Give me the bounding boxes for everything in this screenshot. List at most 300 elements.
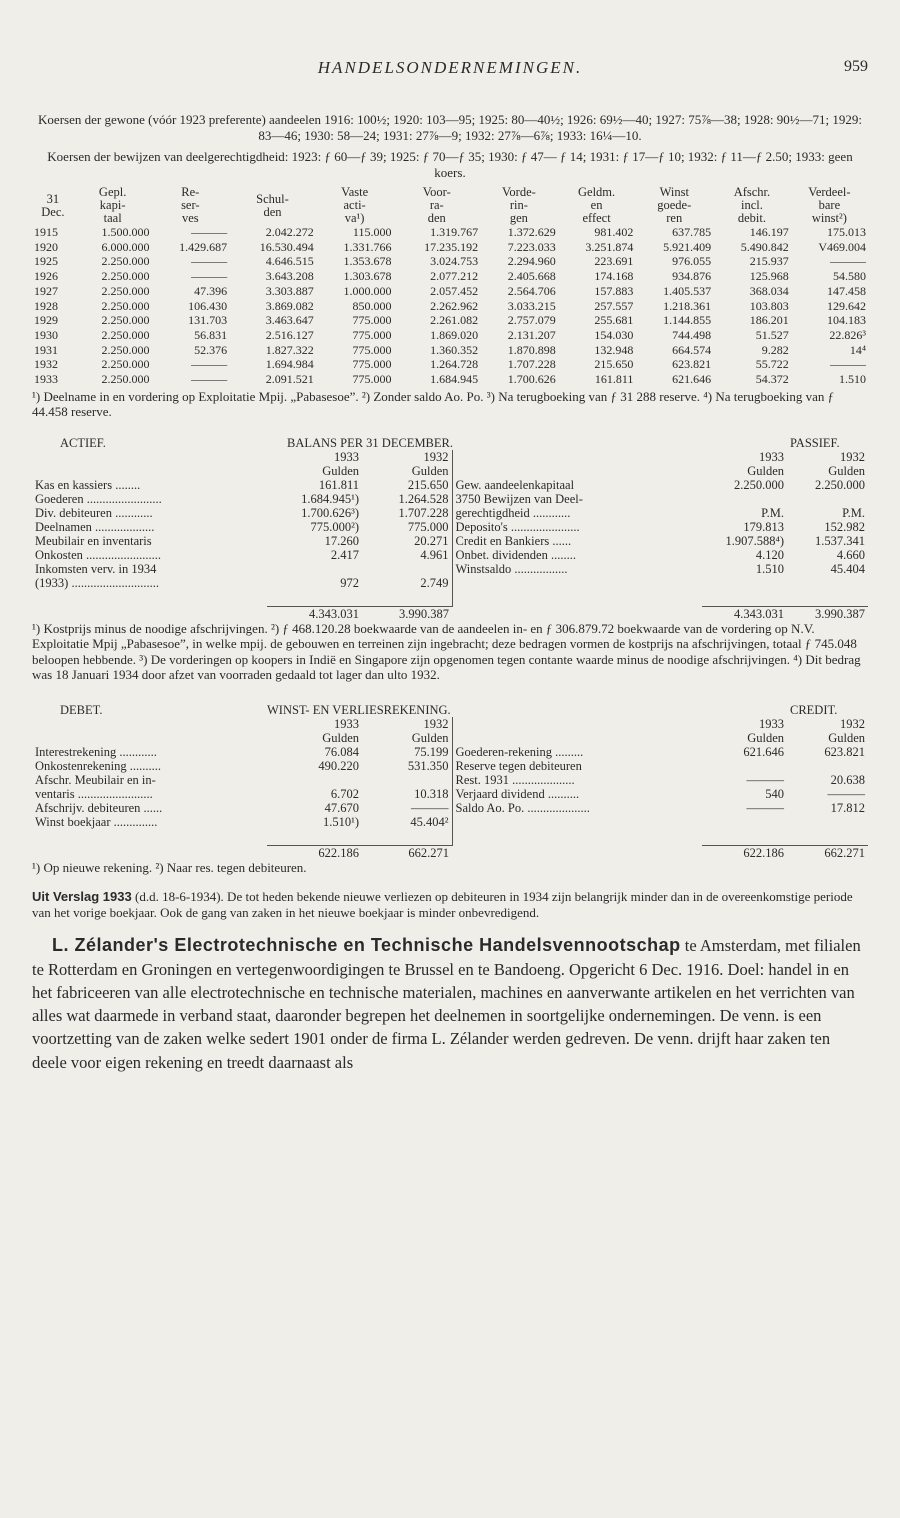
account-row [32, 815, 868, 829]
table-header-line: Re- [181, 185, 200, 199]
table-cell: 664.574 [672, 342, 712, 357]
table-cell: 1930 [34, 327, 58, 342]
table-cell: 174.168 [594, 269, 634, 284]
table-header-line: bare [818, 198, 841, 212]
table-header-line: winst²) [811, 211, 847, 225]
table-cell: 125.968 [749, 269, 789, 284]
balans-year-b: 1932 [423, 449, 449, 464]
credit-cell: ——— [746, 772, 784, 787]
debet-cell: Onkostenrekening .......... [35, 758, 162, 773]
table-header-line: den [427, 211, 446, 225]
table-header-line: kapi- [99, 198, 126, 212]
table-cell: 1928 [34, 298, 58, 313]
table-row [32, 357, 868, 372]
table-header-cell [229, 186, 316, 225]
table-cell: 2.250.000 [101, 327, 150, 342]
table-cell: 5.490.842 [740, 239, 789, 254]
debet-cell: 1.510¹) [322, 814, 359, 829]
table-header-cell [32, 186, 74, 225]
actief-cell: (1933) ............................ [35, 575, 159, 590]
table-cell: 157.883 [594, 283, 634, 298]
table-cell: 775.000 [352, 342, 392, 357]
balans-unit: Gulden [322, 463, 359, 478]
credit-cell: Rest. 1931 .................... [452, 773, 702, 787]
winst-year-a-right: 1933 [759, 716, 784, 731]
table-cell: 215.650 [594, 357, 634, 372]
table-cell: 2.516.127 [265, 327, 314, 342]
table-cell: 223.691 [594, 254, 634, 269]
table-cell: 1.360.352 [430, 342, 479, 357]
table-cell: 637.785 [672, 225, 712, 239]
table-cell: 2.091.521 [265, 372, 314, 387]
table-cell: 2.250.000 [101, 298, 150, 313]
winst-total-a-right: 622.186 [702, 845, 787, 860]
table-row [32, 313, 868, 328]
winst-total-b-right: 662.271 [787, 845, 868, 860]
table-cell: 257.557 [594, 298, 634, 313]
account-row [32, 548, 868, 562]
table-cell: 1.429.687 [179, 239, 228, 254]
table-header-line: Dec. [41, 204, 65, 219]
table-header-line: va¹) [344, 211, 365, 225]
actief-cell: 1.707.228 [398, 505, 449, 520]
passief-cell: Credit en Bankiers ...... [452, 534, 702, 548]
table-cell: 22.826³ [829, 327, 866, 342]
winst-unit: Gulden [828, 730, 865, 745]
page-header [32, 58, 868, 108]
credit-cell [702, 815, 787, 829]
table-cell: 1926 [34, 269, 58, 284]
credit-cell [702, 759, 787, 773]
table-header-line: Afschr. [733, 185, 771, 199]
debet-cell: Winst boekjaar .............. [35, 814, 158, 829]
actief-cell: Meubilair en inventaris [35, 533, 152, 548]
debet-cell: 490.220 [318, 758, 359, 773]
passief-cell: 2.250.000 [734, 477, 784, 492]
table-cell: 17.235.192 [424, 239, 479, 254]
table-cell: 1.510 [839, 372, 866, 387]
table-cell: ——— [191, 269, 228, 284]
table-cell: 154.030 [594, 327, 634, 342]
table-header-line: Winst [659, 185, 689, 199]
winst-left-title: DEBET. [60, 702, 103, 717]
table-cell: 981.402 [594, 225, 634, 239]
table-cell: 56.831 [194, 327, 228, 342]
passief-cell: 152.982 [824, 519, 865, 534]
table-cell: 1.303.678 [343, 269, 392, 284]
table-cell: 1.319.767 [430, 225, 479, 239]
table-cell: 1.218.361 [663, 298, 712, 313]
table-cell: 2.262.962 [430, 298, 479, 313]
table-cell: 2.042.272 [265, 225, 314, 239]
balans-left-title: ACTIEF. [60, 435, 106, 450]
table-header-line: en [590, 198, 603, 212]
account-row [32, 534, 868, 548]
table-cell: 161.811 [594, 372, 634, 387]
credit-cell: Verjaard dividend .......... [452, 787, 702, 801]
actief-cell: Kas en kassiers ........ [35, 477, 141, 492]
balans-year-a: 1933 [334, 449, 359, 464]
table-header-line: debit. [737, 211, 766, 225]
account-row [32, 759, 868, 773]
passief-cell: 1.907.588⁴) [725, 533, 784, 548]
table-cell: 3.643.208 [265, 269, 314, 284]
credit-cell: 540 [765, 786, 784, 801]
balans-year-b-right: 1932 [840, 449, 865, 464]
table-cell: 3.463.647 [265, 313, 314, 328]
table-cell: 850.000 [352, 298, 392, 313]
table-cell: ——— [191, 254, 228, 269]
winst-unit: Gulden [322, 730, 359, 745]
table-cell: 16.530.494 [259, 239, 314, 254]
table-header-line: Schul- [256, 191, 289, 206]
table-cell: 2.261.082 [430, 313, 479, 328]
table-cell: 2.405.668 [507, 269, 556, 284]
table-cell: 54.580 [833, 269, 866, 284]
passief-cell: Onbet. dividenden ........ [452, 548, 702, 562]
table-cell: 6.000.000 [101, 239, 150, 254]
table-header-line: Verdeel- [808, 185, 851, 199]
passief-cell: Deposito's ...................... [452, 520, 702, 534]
company-text: te Amsterdam, met filialen te Rotterdam en Groningen en vertegenwoordigingen te Brussel en te Bandoeng. Opgericht 6 Dec. 1916. Doel: handel in en het fabriceeren van alle electrotechnische en technische materialen, machines en aanverwante artikelen en het verrichten van alles wat daarmede in verband staat, daaronder begrepen het deelnemen in soortgelijke ondernemingen. De venn. is een voortzetting van de zaken welke sedert 1901 onder de firma L. Zélander werden gedreven. De venn. drijft haar zaken ten deele voor eigen rekening en treedt daarnaast als [32, 936, 861, 1072]
table-cell: 1.694.984 [265, 357, 314, 372]
table-header-cell [713, 186, 791, 225]
table-cell: 4.646.515 [265, 254, 314, 269]
credit-cell [787, 759, 868, 773]
actief-cell: Onkosten ........................ [35, 547, 162, 562]
debet-cell: 75.199 [414, 744, 449, 759]
table-cell: 2.131.207 [507, 327, 556, 342]
passief-cell: 1.537.341 [815, 533, 865, 548]
credit-cell: 623.821 [824, 744, 865, 759]
balans-total-b-right: 3.990.387 [787, 606, 868, 621]
page-number: 959 [844, 58, 868, 75]
table-cell: 2.250.000 [101, 342, 150, 357]
table-cell: 1929 [34, 313, 58, 328]
table-cell: 2.564.706 [507, 283, 556, 298]
table-cell: 2.057.452 [430, 283, 479, 298]
table-cell: 1.684.945 [430, 372, 479, 387]
credit-cell [787, 815, 868, 829]
table-cell: 106.430 [188, 298, 228, 313]
table-header-cell [558, 186, 636, 225]
table-cell: 131.703 [188, 313, 228, 328]
verslag-label: Uit Verslag 1933 [32, 889, 132, 905]
table-footnote: ¹) Deelname in en vordering op Exploitatie Mpij. „Pabasesoe”. ²) Zonder saldo Ao. Po. ³) Na terugboeking van ƒ 31 288 reserve. ⁴) Na terugboeking van ƒ 44.458 reserve. [32, 388, 835, 420]
table-cell: 775.000 [352, 357, 392, 372]
table-cell: 9.282 [761, 342, 789, 357]
table-row [32, 240, 868, 255]
debet-cell [267, 773, 362, 787]
actief-cell: 2.749 [420, 575, 449, 590]
table-row [32, 254, 868, 269]
table-header-line: gen [509, 211, 528, 225]
winst-unit: Gulden [411, 730, 449, 745]
debet-cell: Interestrekening ............ [35, 744, 157, 759]
table-cell: 115.000 [352, 225, 392, 239]
table-cell: V469.004 [818, 239, 866, 254]
account-row [32, 576, 868, 590]
passief-cell: 1.510 [755, 561, 784, 576]
table-cell: 1933 [34, 372, 58, 387]
account-row [32, 787, 868, 801]
account-row [32, 506, 868, 520]
balans-total-a: 4.343.031 [267, 606, 362, 621]
balans-unit: Gulden [828, 463, 865, 478]
table-header-cell [393, 186, 480, 225]
account-row [32, 801, 868, 815]
winst-title: WINST- EN VERLIESREKENING. [267, 702, 451, 717]
table-header-line: ser- [181, 198, 200, 212]
balans-footnote: ¹) Kostprijs minus de noodige afschrijvingen. ²) ƒ 468.120.28 boekwaarde van de aandeelen in- en ƒ 306.879.72 boekwaarde van de vordering op N.V. Exploitatie Mpij „Pabasesoe”, in welke mpij. de gebouwen en terreinen zijn ingebracht; deze bedragen vormen de kostprijs na afschrijvingen, totaal ƒ 745.048 beloopen hebbende. ³) De vorderingen op koopers in Indië en Singapore zijn opgenomen tegen contante waarde minus de noodige afschrijvingen. ⁴) Dit bedrag was 18 Januari 1934 door afzet van voorraden gedaald tot lager dan ulto 1932. [32, 620, 861, 683]
actief-cell: 1.700.626³) [301, 505, 359, 520]
account-row [32, 745, 868, 759]
table-header-line: 31 [46, 191, 60, 206]
credit-cell: ——— [746, 800, 784, 815]
balans-title: BALANS PER 31 DECEMBER. [287, 435, 453, 450]
table-header-line: ves [181, 211, 199, 225]
debet-cell: Afschrijv. debiteuren ...... [35, 800, 163, 815]
company-name: L. Zélander's Electrotechnische en Technische Handelsvennootschap [52, 935, 681, 956]
table-cell: 186.201 [749, 313, 789, 328]
actief-cell: 1.264.528 [398, 491, 449, 506]
table-cell: 47.396 [194, 283, 228, 298]
table-cell: 1.000.000 [343, 283, 392, 298]
koersen-bewijzen: Koersen der bewijzen van deelgerechtigdheid: 1923: ƒ 60—ƒ 39; 1925: ƒ 70—ƒ 35; 1930: ƒ 47— ƒ 14; 1931: ƒ 17—ƒ 10; 1932: ƒ 11—ƒ 2.50; 1933: geen koers. [47, 149, 853, 180]
winst-year-b: 1932 [423, 716, 449, 731]
debet-cell: 45.404² [410, 814, 449, 829]
table-cell: 1915 [34, 225, 58, 239]
table-row [32, 372, 868, 387]
koersen-gewone: Koersen der gewone (vóór 1923 preferente) aandeelen 1916: 100½; 1920: 103—95; 1925: 80—40½; 1926: 69½—40; 1927: 75⅞—38; 1928: 90½—71; 1929: 83—46; 1930: 58—24; 1931: 27⅞—9; 1932: 27⅞—6⅞; 1933: 16¼—10. [38, 112, 862, 143]
table-cell: 55.722 [755, 357, 789, 372]
winst-table [32, 703, 868, 860]
balans-unit: Gulden [411, 463, 449, 478]
passief-cell: P.M. [842, 505, 865, 520]
table-cell: 1.353.678 [343, 254, 392, 269]
actief-cell: 2.417 [330, 547, 359, 562]
credit-cell [452, 815, 702, 829]
passief-cell: 179.813 [743, 519, 784, 534]
passief-cell [702, 576, 787, 590]
actief-cell: Goederen ........................ [35, 491, 162, 506]
table-cell: 1.144.855 [663, 313, 712, 328]
table-cell: 2.250.000 [101, 283, 150, 298]
table-header-line: ren [666, 211, 683, 225]
actief-cell [362, 562, 452, 576]
winst-year-b-right: 1932 [840, 716, 865, 731]
table-cell: 2.250.000 [101, 254, 150, 269]
table-row [32, 299, 868, 314]
passief-cell: Gew. aandeelenkapitaal [452, 478, 702, 492]
actief-cell: 4.961 [420, 547, 449, 562]
debet-cell [362, 773, 452, 787]
credit-cell: Reserve tegen debiteuren [452, 759, 702, 773]
table-header-line: acti- [343, 198, 366, 212]
debet-cell: 47.670 [324, 800, 359, 815]
winst-year-a: 1933 [334, 716, 359, 731]
table-header-line: ra- [429, 198, 444, 212]
table-cell: 54.372 [755, 372, 789, 387]
running-title: HANDELSONDERNEMINGEN. [317, 58, 583, 77]
debet-cell: Afschr. Meubilair en in- [35, 772, 156, 787]
table-header-cell [316, 186, 394, 225]
table-cell: 1931 [34, 342, 58, 357]
actief-cell: 972 [340, 575, 359, 590]
company-paragraph [32, 934, 868, 1074]
balans-year-a-right: 1933 [759, 449, 784, 464]
table-header-line: Gepl. [98, 185, 127, 199]
table-cell: 1925 [34, 254, 58, 269]
table-cell: 147.458 [827, 283, 866, 298]
table-cell: 368.034 [749, 283, 789, 298]
balans-unit: Gulden [747, 463, 784, 478]
table-cell: 3.024.753 [430, 254, 479, 269]
table-header-line: Voor- [422, 185, 451, 199]
debet-cell: ventaris ........................ [35, 786, 153, 801]
passief-cell: 45.404 [830, 561, 865, 576]
table-cell: 976.055 [672, 254, 712, 269]
debet-cell: 6.702 [330, 786, 359, 801]
balans-total-b: 3.990.387 [362, 606, 452, 621]
table-cell: 1932 [34, 357, 58, 372]
credit-cell: ——— [827, 786, 865, 801]
winst-footnote: ¹) Op nieuwe rekening. ²) Naar res. tegen debiteuren. [32, 859, 307, 875]
table-cell: 3.303.887 [265, 283, 314, 298]
table-header-line: Vorde- [502, 185, 536, 199]
passief-cell [452, 576, 702, 590]
table-cell: 934.876 [672, 269, 712, 284]
table-cell: 2.294.960 [507, 254, 556, 269]
passief-cell: 4.660 [836, 547, 865, 562]
actief-cell: 1.684.945¹) [301, 491, 359, 506]
table-cell: 3.251.874 [585, 239, 634, 254]
table-cell: 7.223.033 [507, 239, 556, 254]
table-cell: 1.372.629 [507, 225, 556, 239]
verslag-text: (d.d. 18-6-1934). De tot heden bekende nieuwe verliezen op debiteuren in 1934 zijn belangrijk minder dan in de overeenkomstige periode van het vorige boekjaar. Ook de gang van zaken in het nieuwe boekjaar is minder onbevredigend. [32, 889, 853, 920]
actief-cell: 161.811 [318, 477, 359, 492]
actief-cell: 215.650 [407, 477, 449, 492]
passief-cell: 2.250.000 [815, 477, 865, 492]
passief-cell [787, 492, 868, 506]
table-row [32, 284, 868, 299]
table-cell: 3.033.215 [507, 298, 556, 313]
table-cell: 104.183 [827, 313, 866, 328]
table-cell: 146.197 [749, 225, 789, 239]
table-cell: 1.870.898 [507, 342, 556, 357]
table-cell: 775.000 [352, 313, 392, 328]
actief-cell: 775.000 [407, 519, 449, 534]
table-cell: 775.000 [352, 372, 392, 387]
table-cell: 1.827.322 [265, 342, 314, 357]
table-cell: 2.250.000 [101, 269, 150, 284]
table-header-line: taal [103, 211, 122, 225]
actief-cell: Inkomsten verv. in 1934 [35, 561, 157, 576]
table-cell: 2.250.000 [101, 372, 150, 387]
table-header-line: goede- [657, 198, 692, 212]
credit-cell: 17.812 [830, 800, 865, 815]
balans-table [32, 436, 868, 621]
passief-cell [702, 492, 787, 506]
table-cell: 132.948 [594, 342, 634, 357]
winst-unit: Gulden [747, 730, 784, 745]
table-cell: ——— [830, 254, 866, 269]
table-header-cell [480, 186, 558, 225]
table-cell: 2.250.000 [101, 313, 150, 328]
winst-right-title: CREDIT. [790, 702, 838, 717]
credit-cell: Saldo Ao. Po. .................... [452, 801, 702, 815]
table-row [32, 328, 868, 343]
actief-cell: Deelnamen ................... [35, 519, 155, 534]
passief-cell [787, 576, 868, 590]
table-header-line: incl. [740, 198, 763, 212]
credit-cell: 621.646 [743, 744, 784, 759]
table-cell: 2.250.000 [101, 357, 150, 372]
table-cell: 255.681 [594, 313, 634, 328]
table-cell: 14⁴ [849, 342, 866, 357]
balans-right-title: PASSIEF. [790, 435, 840, 450]
passief-cell: 4.120 [755, 547, 784, 562]
table-cell: ——— [191, 357, 228, 372]
table-header-cell [74, 186, 152, 225]
passief-cell: P.M. [761, 505, 784, 520]
table-header-cell [151, 186, 229, 225]
table-cell: 5.921.409 [663, 239, 712, 254]
table-cell: 623.821 [672, 357, 712, 372]
table-cell: 775.000 [352, 327, 392, 342]
passief-cell: gerechtigdheid ............ [452, 506, 702, 520]
table-cell: 103.803 [749, 298, 789, 313]
table-cell: 129.642 [827, 298, 866, 313]
table-header-line: rin- [509, 198, 528, 212]
table-cell: 215.937 [749, 254, 789, 269]
table-cell: 1927 [34, 283, 58, 298]
account-row [32, 492, 868, 506]
actief-cell [267, 562, 362, 576]
table-cell: 744.498 [672, 327, 712, 342]
balans-total-a-right: 4.343.031 [702, 606, 787, 621]
account-row [32, 562, 868, 576]
table-cell: 1.700.626 [507, 372, 556, 387]
table-row [32, 225, 868, 240]
actief-cell: 775.000²) [310, 519, 359, 534]
table-cell: 1.869.020 [430, 327, 479, 342]
credit-cell: Goederen-rekening ......... [452, 745, 702, 759]
table-header-line: Vaste [341, 185, 369, 199]
credit-cell: 20.638 [830, 772, 865, 787]
table-cell: 1.331.766 [343, 239, 392, 254]
debet-cell: 531.350 [407, 758, 449, 773]
winst-total-b: 662.271 [362, 845, 452, 860]
actief-cell: Div. debiteuren ............ [35, 505, 153, 520]
debet-cell: ——— [411, 800, 449, 815]
account-row [32, 478, 868, 492]
account-row [32, 773, 868, 787]
debet-cell: 76.084 [324, 744, 359, 759]
table-cell: 2.757.079 [507, 313, 556, 328]
table-cell: 1920 [34, 239, 58, 254]
table-cell: 1.405.537 [663, 283, 712, 298]
table-cell: 1.707.228 [507, 357, 556, 372]
table-cell: 1.264.728 [430, 357, 479, 372]
winst-total-a: 622.186 [267, 845, 362, 860]
table-cell: 52.376 [194, 342, 228, 357]
actief-cell: 17.260 [324, 533, 359, 548]
table-header-line: effect [582, 211, 611, 225]
table-header-cell [635, 186, 713, 225]
passief-cell: 3750 Bewijzen van Deel- [452, 492, 702, 506]
page [32, 0, 868, 1074]
